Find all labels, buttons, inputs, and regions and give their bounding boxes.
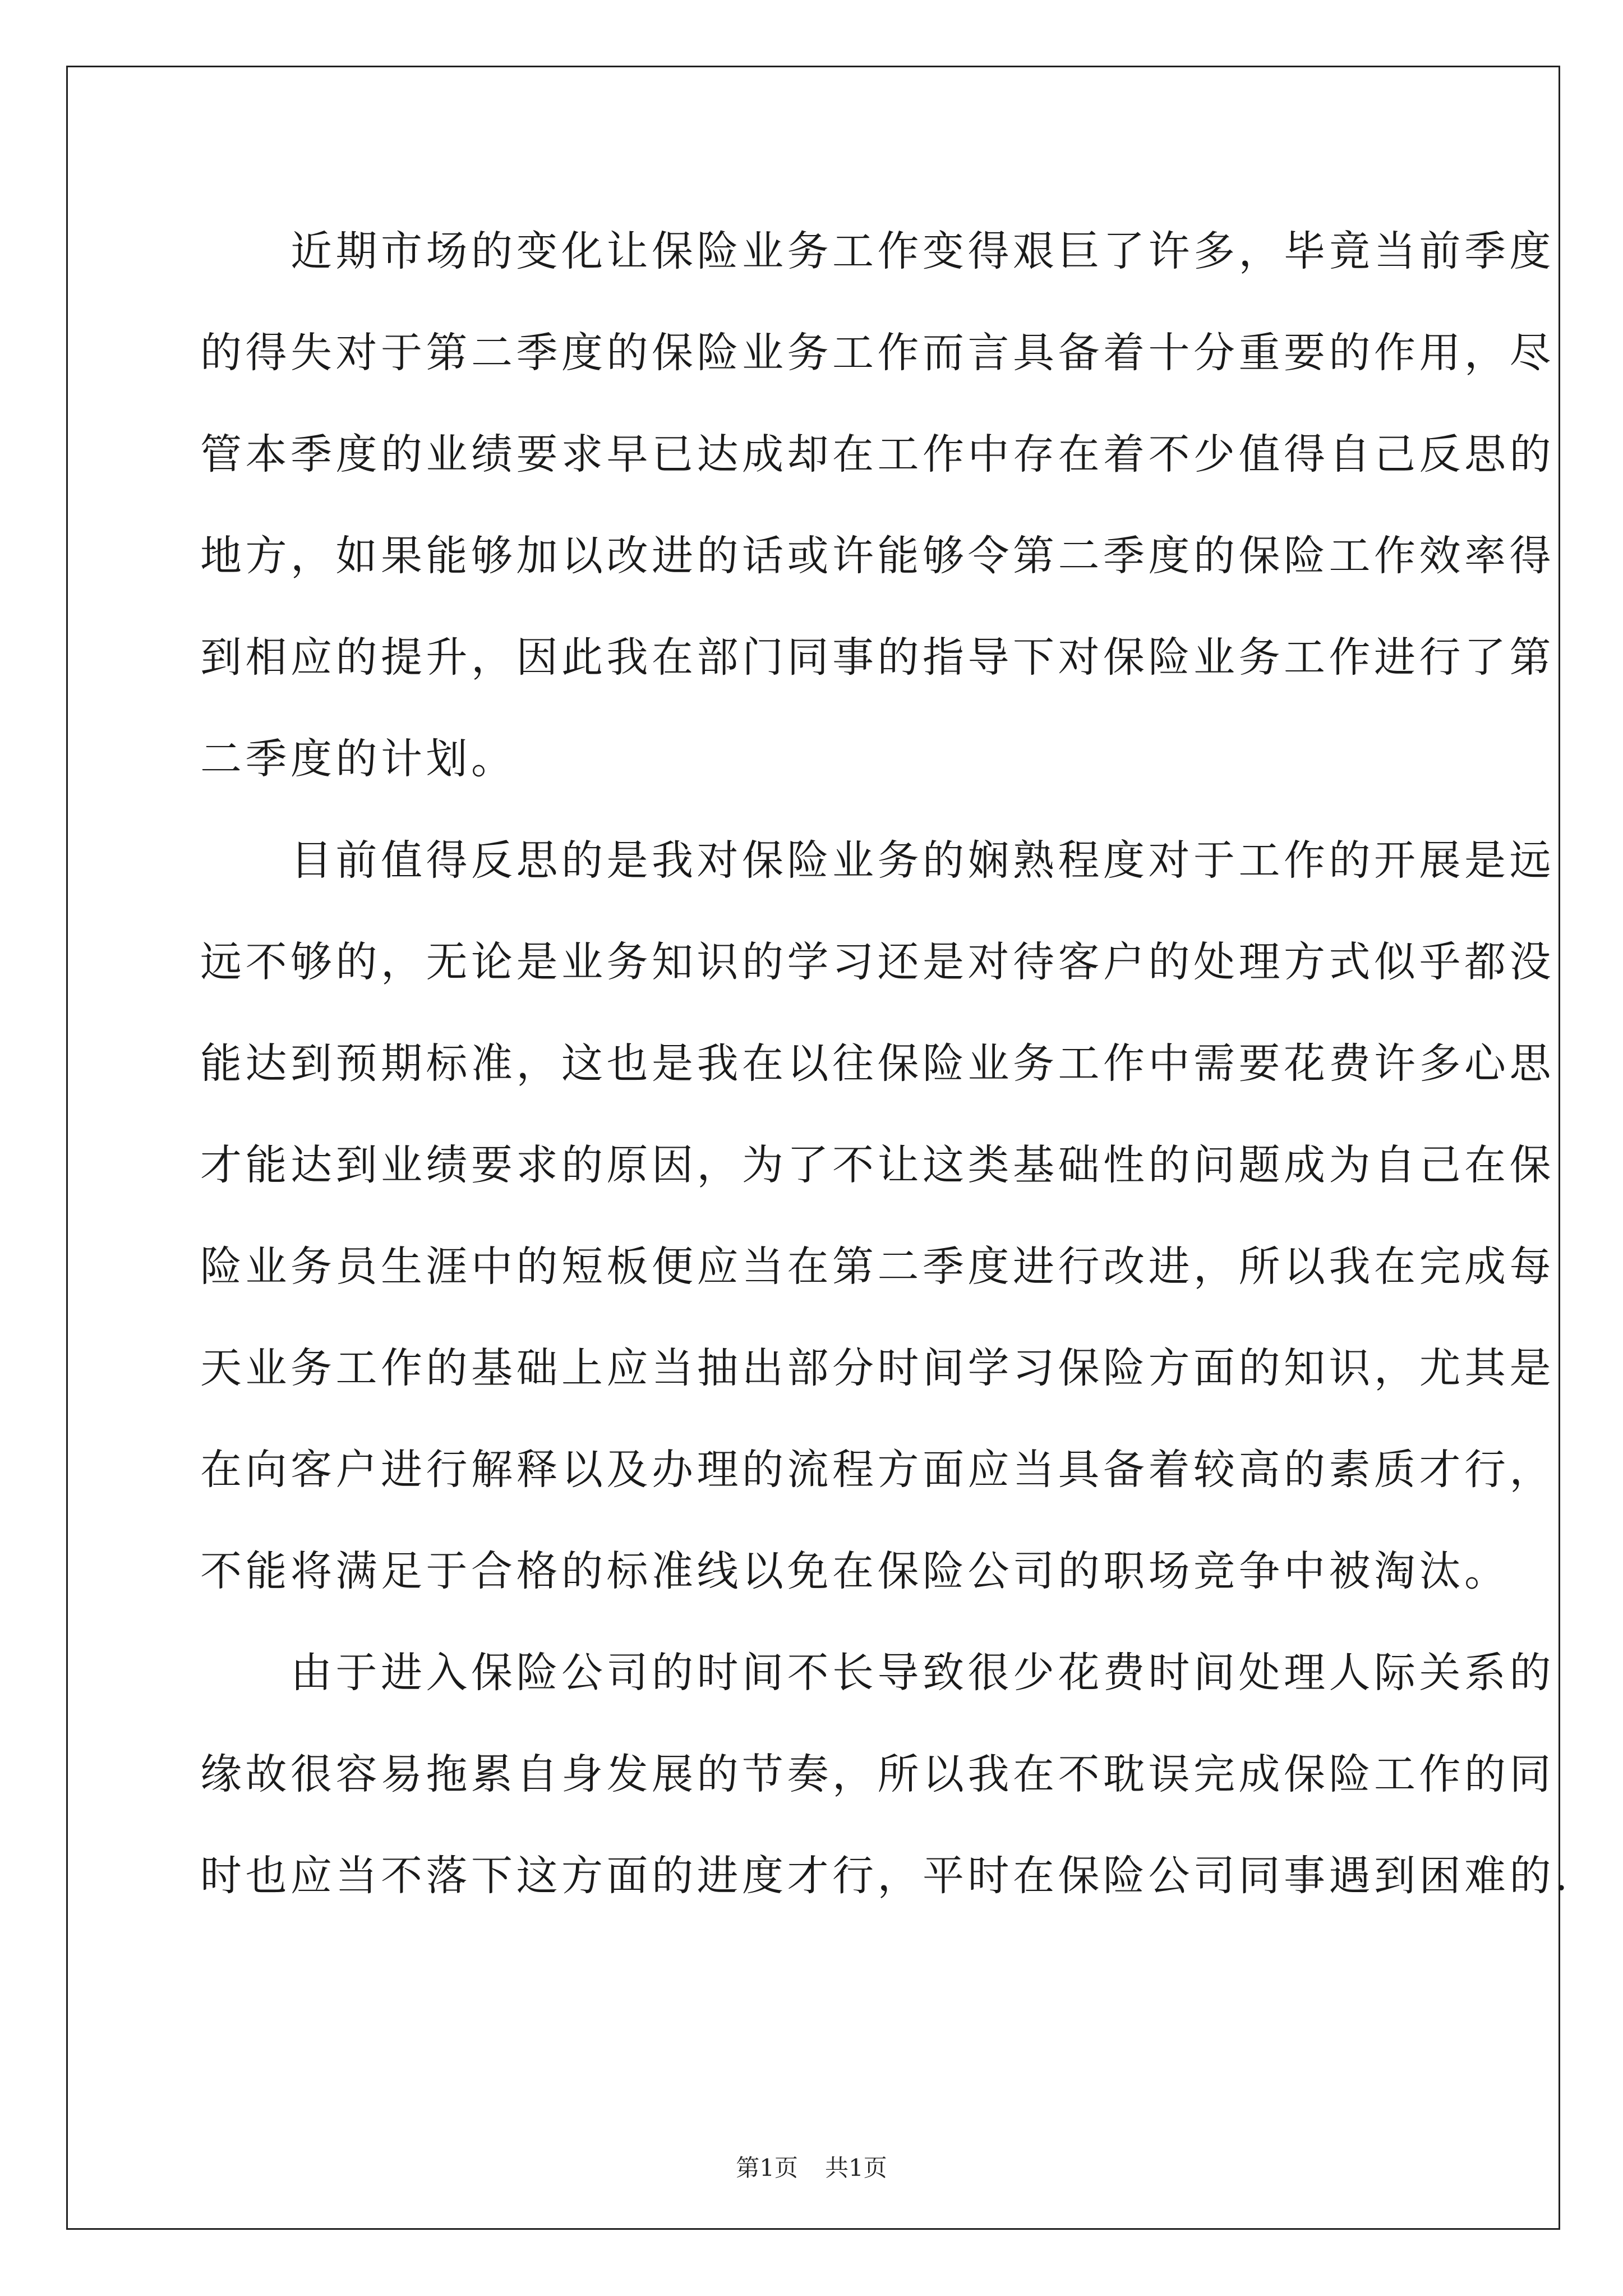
text-line: 能达到预期标准，这也是我在以往保险业务工作中需要花费许多心思 bbox=[200, 1039, 1555, 1088]
text-line: 由于进入保险公司的时间不长导致很少花费时间处理人际关系的 bbox=[200, 1649, 1555, 1697]
text-line: 二季度的计划。 bbox=[200, 735, 517, 783]
text-line: 管本季度的业绩要求早已达成却在工作中存在着不少值得自己反思的 bbox=[200, 430, 1555, 478]
text-line: 不能将满足于合格的标准线以免在保险公司的职场竞争中被淘汰。 bbox=[200, 1547, 1510, 1595]
text-line: 远不够的，无论是业务知识的学习还是对待客户的处理方式似乎都没 bbox=[200, 938, 1555, 986]
text-line: 地方，如果能够加以改进的话或许能够令第二季度的保险工作效率得 bbox=[200, 532, 1555, 580]
text-line: 到相应的提升，因此我在部门同事的指导下对保险业务工作进行了第 bbox=[200, 633, 1555, 682]
page-footer bbox=[0, 2151, 1623, 2185]
page-number-total: 共1页 bbox=[825, 2154, 887, 2182]
text-line: 缘故很容易拖累自身发展的节奏，所以我在不耽误完成保险工作的同 bbox=[200, 1750, 1555, 1798]
text-line: 险业务员生涯中的短板便应当在第二季度进行改进，所以我在完成每 bbox=[200, 1243, 1555, 1291]
page-number-current: 第1页 bbox=[736, 2154, 798, 2182]
text-line: 目前值得反思的是我对保险业务的娴熟程度对于工作的开展是远 bbox=[200, 836, 1555, 885]
text-line: 天业务工作的基础上应当抽出部分时间学习保险方面的知识，尤其是 bbox=[200, 1344, 1555, 1392]
text-line: 的得失对于第二季度的保险业务工作而言具备着十分重要的作用，尽 bbox=[200, 329, 1555, 377]
text-line: 时也应当不落下这方面的进度才行，平时在保险公司同事遇到困难的. bbox=[200, 1852, 1572, 1900]
text-line: 在向客户进行解释以及办理的流程方面应当具备着较高的素质才行， bbox=[200, 1446, 1555, 1494]
text-line: 才能达到业绩要求的原因，为了不让这类基础性的问题成为自己在保 bbox=[200, 1141, 1555, 1189]
text-line: 近期市场的变化让保险业务工作变得艰巨了许多，毕竟当前季度 bbox=[200, 227, 1555, 275]
